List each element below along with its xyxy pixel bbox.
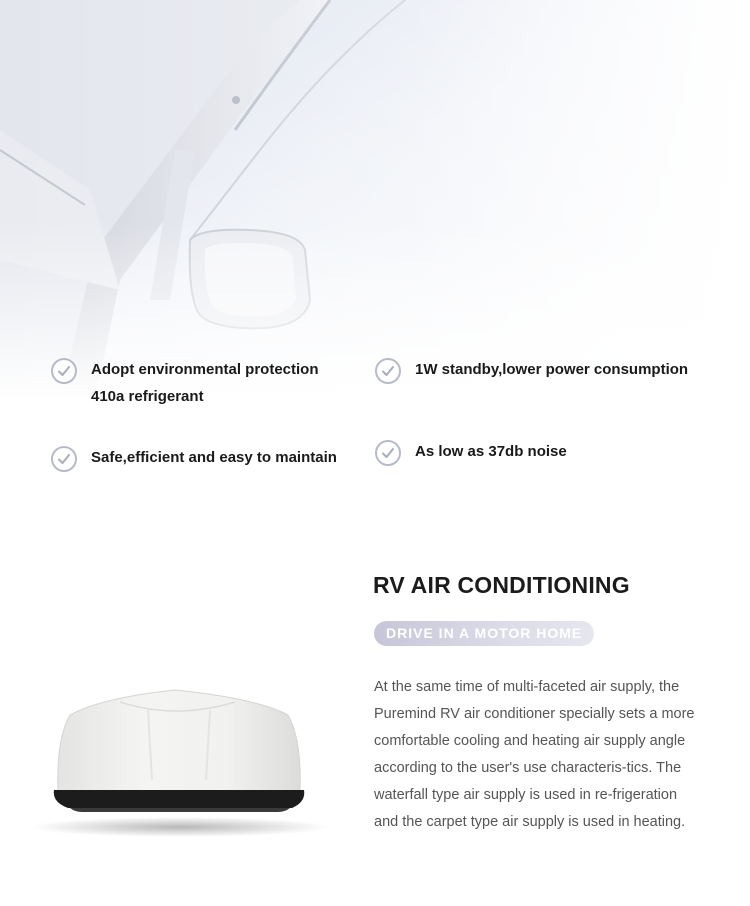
car-interior-illustration xyxy=(0,0,750,400)
check-circle-icon xyxy=(51,446,77,472)
feature-line: 410a refrigerant xyxy=(91,388,204,405)
hero-background xyxy=(0,0,750,400)
check-circle-icon xyxy=(375,440,401,466)
product-subtitle-badge: DRIVE IN A MOTOR HOME xyxy=(374,621,594,646)
feature-noise xyxy=(375,443,695,466)
feature-refrigerant xyxy=(51,361,351,410)
feature-text xyxy=(91,444,337,471)
feature-line: Safe,efficient and easy to maintain xyxy=(91,449,337,466)
product-description: At the same time of multi-faceted air supply, the Puremind RV air conditioner specially sets a more comfortable cooling and heating air supply angle according to the user's use characteris-tics. The waterfall type air supply is used in re-frigeration and the carpet type air supply is used in heating. xyxy=(374,679,695,830)
feature-line: Adopt environmental protection xyxy=(91,361,319,378)
feature-line: As low as 37db noise xyxy=(415,443,567,460)
feature-text xyxy=(415,356,688,383)
check-circle-icon xyxy=(51,358,77,384)
check-circle-icon xyxy=(375,358,401,384)
feature-line: 1W standby,lower power consumption xyxy=(415,361,689,378)
feature-text xyxy=(415,438,567,465)
product-title: RV AIR CONDITIONING xyxy=(373,572,630,598)
feature-maintenance xyxy=(51,449,371,472)
rv-air-conditioner-image xyxy=(30,680,330,860)
feature-text xyxy=(91,356,319,410)
feature-standby xyxy=(375,361,715,384)
